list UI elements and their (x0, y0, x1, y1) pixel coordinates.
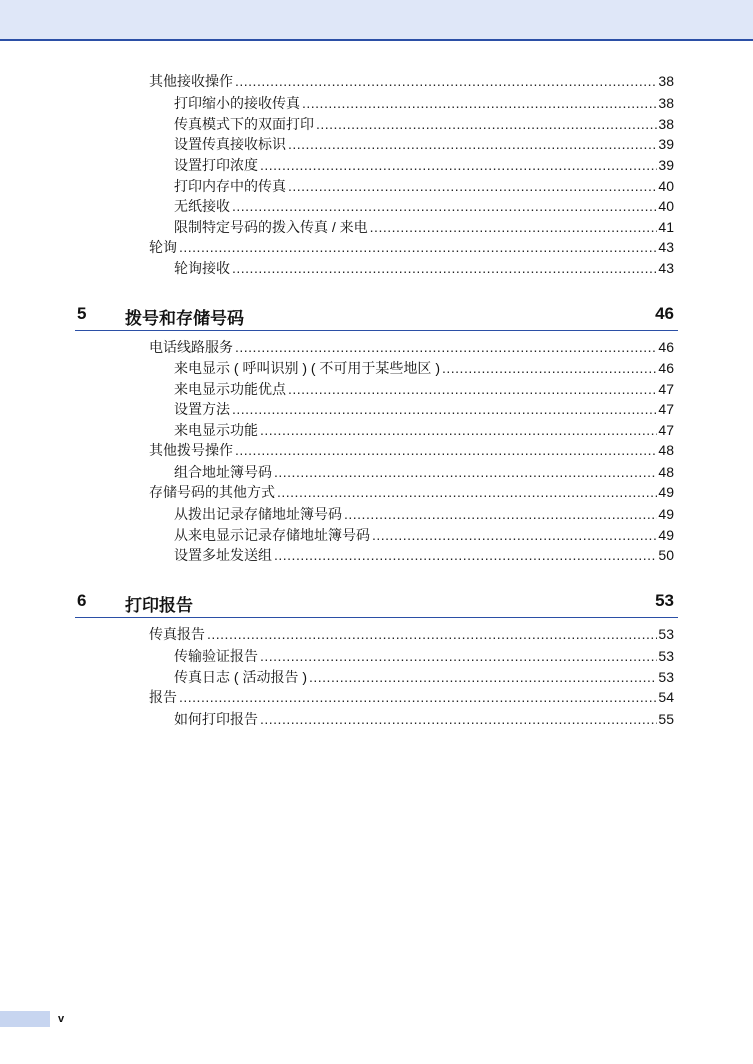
toc-entry-title: 从来电显示记录存储地址簿号码 (174, 527, 370, 543)
dot-leader (370, 217, 658, 237)
dot-leader (235, 71, 657, 91)
toc-entry-title: 传真模式下的双面打印 (174, 116, 314, 132)
toc-entry-page: 55 (658, 711, 674, 727)
toc-entry[interactable] (174, 176, 674, 196)
toc-entry[interactable] (174, 525, 674, 545)
toc-entry-page: 48 (658, 464, 674, 480)
toc-entry-page: 53 (658, 648, 674, 664)
toc-entry[interactable] (174, 217, 674, 237)
toc-entry[interactable] (174, 709, 674, 729)
chapter-title: 拨号和存储号码 (125, 309, 244, 328)
toc-entry-page: 43 (658, 260, 674, 276)
toc-entry[interactable] (174, 93, 674, 113)
toc-entry-title: 如何打印报告 (174, 711, 258, 727)
toc-entry-title: 轮询 (149, 239, 177, 255)
toc-entry-title: 来电显示功能 (174, 422, 258, 438)
toc-entry-page: 38 (658, 95, 674, 111)
dot-leader (288, 176, 657, 196)
toc-entry[interactable] (174, 646, 674, 666)
toc-entry-page: 49 (658, 506, 674, 522)
toc-entry[interactable] (174, 358, 674, 378)
dot-leader (277, 482, 657, 502)
chapter-title: 打印报告 (125, 596, 193, 615)
header-band (0, 0, 753, 41)
chapter-heading[interactable] (75, 304, 678, 331)
chapter-page: 46 (655, 304, 674, 323)
chapter-number: 6 (77, 591, 87, 610)
toc-entry-page: 47 (658, 381, 674, 397)
toc-entry-title: 其他拨号操作 (149, 442, 233, 458)
toc-entry-title: 打印缩小的接收传真 (174, 95, 300, 111)
toc-entry[interactable] (174, 196, 674, 216)
toc-entry-page: 54 (658, 689, 674, 705)
dot-leader (288, 134, 657, 154)
dot-leader (316, 114, 657, 134)
dot-leader (344, 504, 657, 524)
dot-leader (235, 440, 657, 460)
toc-entry[interactable] (149, 482, 674, 502)
toc-entry-title: 轮询接收 (174, 260, 230, 276)
toc-entry[interactable] (149, 440, 674, 460)
toc-entry-page: 49 (658, 527, 674, 543)
toc-entry-page: 53 (658, 669, 674, 685)
toc-entry-title: 无纸接收 (174, 198, 230, 214)
dot-leader (260, 646, 657, 666)
dot-leader (260, 709, 657, 729)
toc-entry-title: 存储号码的其他方式 (149, 484, 275, 500)
toc-entry-title: 传输验证报告 (174, 648, 258, 664)
toc-entry-page: 48 (658, 442, 674, 458)
chapter-page: 53 (655, 591, 674, 610)
toc-entry-page: 38 (658, 116, 674, 132)
toc-entry-title: 设置打印浓度 (174, 157, 258, 173)
toc-entry-page: 40 (658, 198, 674, 214)
toc-entry-title: 限制特定号码的拨入传真 / 来电 (174, 219, 368, 235)
toc-entry-title: 传真日志 ( 活动报告 ) (174, 669, 307, 685)
toc-entry-page: 38 (658, 73, 674, 89)
toc-entry-page: 47 (658, 422, 674, 438)
dot-leader (274, 462, 657, 482)
toc-entry-title: 设置多址发送组 (174, 547, 272, 563)
toc-entry-page: 46 (658, 339, 674, 355)
toc-entry[interactable] (149, 624, 674, 644)
toc-entry[interactable] (174, 155, 674, 175)
chapter-heading[interactable] (75, 591, 678, 618)
dot-leader (302, 93, 657, 113)
dot-leader (372, 525, 657, 545)
toc-entry-page: 53 (658, 626, 674, 642)
dot-leader (288, 379, 657, 399)
toc-entry-title: 打印内存中的传真 (174, 178, 286, 194)
toc-entry-page: 39 (658, 136, 674, 152)
toc-entry-title: 组合地址簿号码 (174, 464, 272, 480)
toc-entry-page: 49 (658, 484, 674, 500)
toc-entry-page: 46 (658, 360, 674, 376)
toc-entry-page: 41 (658, 219, 674, 235)
dot-leader (260, 420, 657, 440)
toc-entry[interactable] (174, 667, 674, 687)
toc-entry[interactable] (174, 134, 674, 154)
toc-entry[interactable] (174, 258, 674, 278)
toc-entry-title: 来电显示 ( 呼叫识别 ) ( 不可用于某些地区 ) (174, 360, 440, 376)
footer-bar (0, 1011, 50, 1027)
dot-leader (235, 337, 657, 357)
dot-leader (309, 667, 657, 687)
toc-entry[interactable] (174, 114, 674, 134)
toc-entry-page: 39 (658, 157, 674, 173)
dot-leader (232, 258, 657, 278)
toc-entry[interactable] (174, 545, 674, 565)
toc-entry[interactable] (149, 337, 674, 357)
dot-leader (274, 545, 657, 565)
dot-leader (207, 624, 657, 644)
dot-leader (179, 237, 657, 257)
toc-entry-title: 报告 (149, 689, 177, 705)
toc-entry[interactable] (149, 237, 674, 257)
toc-entry-title: 电话线路服务 (149, 339, 233, 355)
dot-leader (260, 155, 657, 175)
toc-entry-page: 47 (658, 401, 674, 417)
dot-leader (442, 358, 657, 378)
toc-entry[interactable] (174, 399, 674, 419)
dot-leader (232, 399, 657, 419)
chapter-number: 5 (77, 304, 87, 323)
toc-entry[interactable] (174, 462, 674, 482)
toc-entry[interactable] (149, 71, 674, 91)
toc-entry-page: 43 (658, 239, 674, 255)
toc-entry-title: 来电显示功能优点 (174, 381, 286, 397)
toc-entry[interactable] (174, 504, 674, 524)
toc-entry-page: 50 (658, 547, 674, 563)
toc-entry-title: 设置方法 (174, 401, 230, 417)
dot-leader (179, 687, 657, 707)
toc-entry-title: 其他接收操作 (149, 73, 233, 89)
toc-entry-page: 40 (658, 178, 674, 194)
toc-entry-title: 传真报告 (149, 626, 205, 642)
toc-entry-title: 从拨出记录存储地址簿号码 (174, 506, 342, 522)
toc-entry-title: 设置传真接收标识 (174, 136, 286, 152)
toc-entry[interactable] (174, 420, 674, 440)
dot-leader (232, 196, 657, 216)
toc-entry[interactable] (149, 687, 674, 707)
toc-entry[interactable] (174, 379, 674, 399)
footer-page-number: v (58, 1013, 65, 1025)
